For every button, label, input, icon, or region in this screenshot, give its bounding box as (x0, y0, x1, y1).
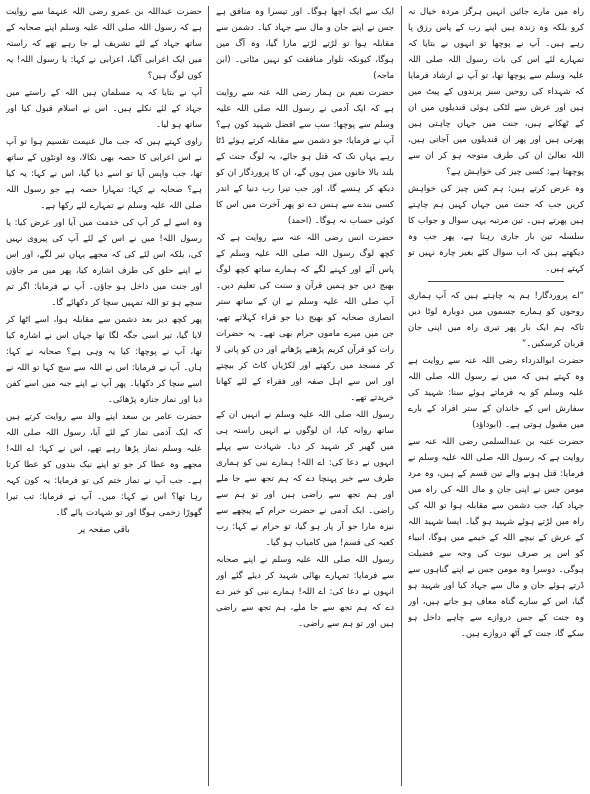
paragraph: پھر کچھ دیر بعد دشمن سے مقابلہ ہوا، اسے اٹھا کر لایا گیا، تیر اسی جگہ لگا تھا جہاں اس نے اشارہ کیا تھا، آپ نے پوچھا: کیا یہ وہی ہے؟ صحابہ نے کہا: ہاں۔ آپ نے فرمایا: اس نے اللہ سے سچ کہا تو اللہ نے اسے سچا کر دکھایا۔ پھر آپ نے اپنے جبہ میں اسے کفن دیا اور نماز جنازہ پڑھائی۔ (6, 315, 202, 405)
paragraph: حضرت انس رضی اللہ عنہ سے روایت ہے کہ کچھ لوگ رسول اللہ صلی اللہ علیہ وسلم کے پاس آئے اور کہنے لگے کہ ہمارے ساتھ کچھ لوگ بھیج دیں جو ہمیں قرآن و سنت کی تعلیم دیں۔ آپ صلی اللہ علیہ وسلم نے ان کے ساتھ ستر انصاری صحابہ کو بھیج دیا جو قراء کہلاتے تھے، جن میں میرے ماموں حرام بھی تھے۔ یہ حضرات رات کو قرآن کریم پڑھتے پڑھاتے اور دن کو پانی لا کر مسجد میں رکھتے اور لکڑیاں کاٹ کر بیچتے اور اس سے اہل صفہ اور فقراء کے لئے کھانا خریدتے تھے۔ (216, 233, 394, 403)
separator-line (428, 281, 564, 282)
text-column-middle (216, 4, 394, 790)
paragraph: حضرت نعیم بن ہمار رضی اللہ عنہ سے روایت ہے کہ ایک آدمی نے رسول اللہ صلی اللہ علیہ وسلم سے پوچھا: سب سے افضل شہید کون ہے؟ آپ نے فرمایا: جو دشمن سے مقابلہ کرتے ہوئے ڈٹا رہے یہاں تک کہ قتل ہو جائے، یہ لوگ جنت کے بلند بالا خانوں میں ہوں گے، ان کا پروردگار ان کو دیکھ کر ہنسے گا، اور جب تیرا رب دنیا کے اندر کسی بندے سے ہنس دے تو پھر آخرت میں اس کا کوئی حساب نہ ہوگا۔ (احمد) (216, 88, 394, 226)
column-divider-2 (208, 6, 209, 786)
paragraph: حضرت ابوالدرداء رضی اللہ عنہ سے روایت ہے وہ کہتے ہیں کہ میں نے رسول اللہ صلی اللہ علیہ وسلم کو یہ فرماتے ہوئے سنا: شہید کی سفارش اس کے خاندان کے ستر افراد کے بارے میں مقبول ہوتی ہے۔ (ابوداؤد) (408, 356, 584, 430)
paragraph: راہ میں مارے جائیں انہیں ہرگز مردہ خیال نہ کرو بلکہ وہ زندہ ہیں اپنے رب کے پاس رزق پا رہے ہیں۔ آپ نے پوچھا تو انہوں نے بتایا کہ تمہارے لئے اس کی بات رسول اللہ صلی اللہ علیہ وسلم سے پوچھا تھا، تو آپ نے ارشاد فرمایا کہ شہداء کی روحیں سبز پرندوں کے پیٹ میں ہیں اور عرش سے لٹکی ہوئی قندیلوں میں ان کے ٹھکانے ہیں، جنت میں جہاں چاہتی ہیں پھرتی ہیں اور پھر ان قندیلوں میں آجاتی ہیں، اللہ تعالیٰ ان کی طرف متوجہ ہو کر ان سے پوچھتا ہے: کسی چیز کی خواہش ہے؟ (408, 7, 584, 177)
paragraph: رسول اللہ صلی اللہ علیہ وسلم نے انہیں ان کے ساتھ روانہ کیا، ان لوگوں نے انہیں راستہ ہی میں گھیر کر شہید کر دیا۔ شہادت سے پہلے انہوں نے دعا کی: اے اللہ! ہمارے نبی کو ہماری طرف سے خبر پہنچا دے کہ ہم تجھ سے جا ملے اور ہم تجھ سے راضی ہیں اور تو ہم سے راضی۔ ایک آدمی نے حضرت حرام کے پیچھے سے نیزہ مارا جو آر پار ہو گیا، تو حرام نے کہا: رب کعبہ کی قسم! میں کامیاب ہو گیا۔ (216, 410, 394, 548)
paragraph: حضرت عامر بن سعد اپنے والد سے روایت کرتے ہیں کہ ایک آدمی نماز کے لئے آیا، رسول اللہ صلی اللہ علیہ وسلم نماز پڑھا رہے تھے، اس نے کہا: اے اللہ! مجھے وہ عطا کر جو تو اپنے نیک بندوں کو عطا کرتا ہے۔ جب آپ نے نماز ختم کی تو فرمایا: یہ کون کہہ رہا تھا؟ اس نے کہا: میں۔ آپ نے فرمایا: تب تیرا گھوڑا زخمی ہوگا اور تو شہادت پائے گا۔ (6, 412, 202, 518)
paragraph: آپ نے بتایا کہ یہ مسلمان ہیں اللہ کے راستے میں جہاد کے لئے نکلے ہیں۔ اس نے اسلام قبول کیا اور ساتھ ہو لیا۔ (6, 88, 202, 130)
text-column-left (6, 4, 202, 790)
paragraph: حضرت عتبہ بن عبدالسلمی رضی اللہ عنہ سے روایت ہے کہ رسول اللہ صلی اللہ علیہ وسلم نے فرمایا: قتل ہونے والے تین قسم کے ہیں، وہ مرد مومن جس نے اپنی جان و مال اللہ کی راہ میں جہاد کیا، جب دشمن سے مقابلہ ہوا تو اللہ کی راہ میں لڑتے ہوئے شہید ہو گیا۔ ایسا شہید اللہ کے عرش کے نیچے اللہ کے خیمے میں ہوگا، انبیاء کو اس پر صرف نبوت کی وجہ سے فضیلت ہوگی۔ دوسرا وہ مومن جس نے اپنے گناہوں سے ڈرتے ہوئے جان و مال سے جہاد کیا اور شہید ہو گیا، اس کے سارے گناہ معاف ہو جاتے ہیں، اور وہ جنت کے جس دروازے سے چاہے داخل ہو سکے گا، جنت کے آٹھ دروازے ہیں۔ (408, 437, 584, 639)
paragraph: راوی کہتے ہیں کہ جب مال غنیمت تقسیم ہوا تو آپ نے اس اعرابی کا حصہ بھی نکالا، وہ اونٹوں کے ساتھ تھا، جب واپس آیا تو اسے دیا گیا، اس نے کہا: یہ کیا ہے؟ صحابہ نے کہا: تمہارا حصہ ہے جو رسول اللہ صلی اللہ علیہ وسلم نے تمہارے لئے رکھا ہے۔ (6, 137, 202, 211)
paragraph: رسول اللہ صلی اللہ علیہ وسلم نے اپنے صحابہ سے فرمایا: تمہارے بھائی شہید کر دیئے گئے اور انہوں نے دعا کی: اے اللہ! ہمارے نبی کو خبر دے دے کہ ہم تجھ سے جا ملے، ہم تجھ سے راضی ہیں اور تو ہم سے راضی۔ (216, 555, 394, 629)
column-divider-1 (401, 6, 402, 786)
paragraph: ایک سے ایک اچھا ہوگا۔ اور تیسرا وہ منافق ہے جس نے اپنے جان و مال سے جہاد کیا۔ دشمن سے مقابلہ ہوا تو لڑتے لڑتے مارا گیا، وہ آگ میں ہوگا، کیونکہ تلوار منافقت کو نہیں مٹاتی۔ (ابن ماجہ) (216, 7, 394, 81)
continued-note: باقی صفحہ پر (78, 525, 130, 535)
text-column-right (408, 4, 584, 790)
paragraph: وہ اسے لے کر آپ کی خدمت میں آیا اور عرض کیا: یا رسول اللہ! میں نے اس کے لئے آپ کی پیروی نہیں کی، بلکہ اس لئے کی کہ مجھے یہاں تیر لگے، اور اس نے اپنے حلق کی طرف اشارہ کیا، پھر میں مر جاؤں اور جنت میں داخل ہو جاؤں۔ آپ نے فرمایا: اگر تم سچے ہو تو اللہ تمہیں سچا کر دکھائے گا۔ (6, 218, 202, 308)
paragraph: حضرت عبداللہ بن عمرو رضی اللہ عنہما سے روایت ہے کہ رسول اللہ صلی اللہ علیہ وسلم اپنے صحابہ کے ساتھ جہاد کے لئے تشریف لے جا رہے تھے کہ راستہ میں ایک اعرابی آگیا، اعرابی نے کہا: یا رسول اللہ! یہ کون لوگ ہیں؟ (6, 7, 202, 81)
paragraph: وہ عرض کرتے ہیں: ہم کس چیز کی خواہش کریں جب کہ جنت میں جہاں کہیں ہم چاہتے ہیں پھرتے ہیں۔ تین مرتبہ یہی سوال و جواب کا سلسلہ تین بار جاری رہتا ہے، پھر جب وہ دیکھتے ہیں کہ اب سوال کئے بغیر چارہ نہیں تو کہتے ہیں۔ (408, 184, 584, 274)
paragraph: “اے پروردگار! ہم یہ چاہتے ہیں کہ آپ ہماری روحوں کو ہمارے جسموں میں دوبارہ لوٹا دیں تاکہ ہم ایک بار پھر تیری راہ میں اپنی جان قربان کرسکیں۔” (408, 291, 584, 349)
